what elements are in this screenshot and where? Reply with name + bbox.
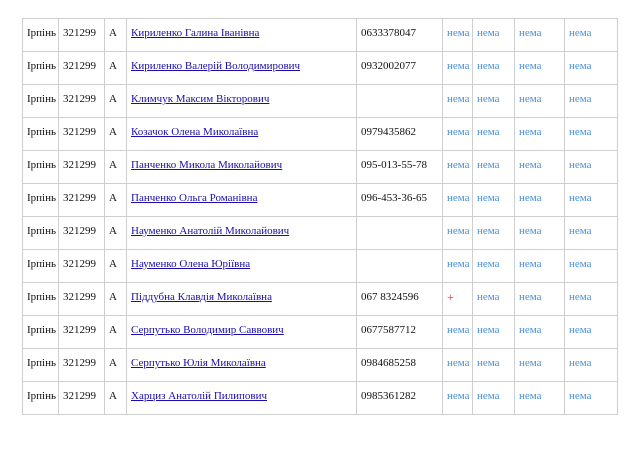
letter-cell (105, 349, 127, 382)
city-cell: Ірпінь (27, 291, 57, 303)
status-cell-2: нема (477, 192, 500, 204)
status-cell-4: нема (569, 126, 592, 138)
status-cell-2: нема (477, 225, 500, 237)
code-cell: 321299 (63, 258, 96, 270)
city-cell: Ірпінь (27, 192, 57, 204)
status-cell-2: нема (477, 93, 500, 105)
name-cell (127, 217, 357, 250)
status-cell-4 (565, 52, 618, 85)
status-cell-4 (565, 349, 618, 382)
name-cell (127, 316, 357, 349)
status-cell-2 (473, 19, 515, 52)
status-cell-4 (565, 382, 618, 415)
name-cell (127, 382, 357, 415)
phone-cell: 0932002077 (361, 60, 416, 72)
status-cell-3: нема (519, 324, 542, 336)
status-cell-3 (515, 19, 565, 52)
phone-cell: 0984685258 (361, 357, 416, 369)
status-cell-1 (443, 184, 473, 217)
status-cell-4 (565, 316, 618, 349)
code-cell (59, 118, 105, 151)
table-row (23, 19, 618, 52)
status-cell-1: нема (447, 192, 470, 204)
status-cell-1 (443, 382, 473, 415)
city-cell: Ірпінь (27, 93, 57, 105)
letter-cell: А (109, 324, 117, 336)
status-cell-4 (565, 184, 618, 217)
phone-cell (357, 316, 443, 349)
code-cell: 321299 (63, 324, 96, 336)
status-cell-1: нема (447, 159, 470, 171)
phone-cell (357, 19, 443, 52)
status-cell-4: нема (569, 192, 592, 204)
code-cell (59, 19, 105, 52)
status-cell-2 (473, 316, 515, 349)
table-row (23, 250, 618, 283)
status-cell-1: нема (447, 27, 470, 39)
name-cell (127, 184, 357, 217)
phone-cell: 0979435862 (361, 126, 416, 138)
status-cell-4 (565, 151, 618, 184)
status-cell-1: нема (447, 324, 470, 336)
status-cell-4: нема (569, 159, 592, 171)
name-cell (127, 151, 357, 184)
name-link[interactable]: Науменко Олена Юріївна (131, 258, 251, 270)
status-cell-1: нема (447, 93, 470, 105)
phone-cell: 0985361282 (361, 390, 416, 402)
letter-cell (105, 184, 127, 217)
status-cell-1: нема (447, 126, 470, 138)
letter-cell (105, 217, 127, 250)
city-cell: Ірпінь (27, 60, 57, 72)
code-cell (59, 349, 105, 382)
letter-cell: А (109, 225, 117, 237)
voter-table (22, 18, 618, 415)
table-row (23, 217, 618, 250)
phone-cell (357, 250, 443, 283)
status-cell-3 (515, 250, 565, 283)
status-cell-4 (565, 19, 618, 52)
phone-cell (357, 52, 443, 85)
letter-cell: А (109, 126, 117, 138)
status-cell-3: нема (519, 159, 542, 171)
name-cell (127, 250, 357, 283)
phone-cell (357, 382, 443, 415)
status-cell-3: нема (519, 258, 542, 270)
status-cell-2 (473, 52, 515, 85)
status-cell-3 (515, 316, 565, 349)
code-cell: 321299 (63, 93, 96, 105)
code-cell (59, 283, 105, 316)
city-cell: Ірпінь (27, 390, 57, 402)
name-link[interactable]: Климчук Максим Вікторович (131, 93, 270, 105)
name-link[interactable]: Серпутько Володимир Саввович (131, 324, 284, 336)
name-cell (127, 52, 357, 85)
status-cell-4: нема (569, 324, 592, 336)
status-cell-1 (443, 85, 473, 118)
city-cell (23, 151, 59, 184)
letter-cell (105, 85, 127, 118)
status-cell-1 (443, 151, 473, 184)
status-cell-4 (565, 250, 618, 283)
phone-cell (357, 349, 443, 382)
status-cell-2: нема (477, 291, 500, 303)
letter-cell: А (109, 159, 117, 171)
status-cell-3: нема (519, 192, 542, 204)
status-cell-2: нема (477, 27, 500, 39)
code-cell: 321299 (63, 60, 96, 72)
phone-cell (361, 250, 442, 258)
city-cell (23, 118, 59, 151)
city-cell: Ірпінь (27, 225, 57, 237)
status-cell-3 (515, 151, 565, 184)
status-cell-1 (443, 250, 473, 283)
table-row (23, 184, 618, 217)
letter-cell: А (109, 93, 117, 105)
status-cell-1 (443, 118, 473, 151)
letter-cell (105, 118, 127, 151)
status-cell-3 (515, 184, 565, 217)
city-cell (23, 250, 59, 283)
letter-cell (105, 283, 127, 316)
status-cell-3: нема (519, 60, 542, 72)
status-cell-1 (443, 217, 473, 250)
status-cell-1 (443, 19, 473, 52)
code-cell (59, 382, 105, 415)
table-body (23, 19, 618, 415)
code-cell: 321299 (63, 390, 96, 402)
letter-cell (105, 151, 127, 184)
phone-cell (361, 85, 442, 93)
status-cell-2 (473, 349, 515, 382)
phone-cell (357, 184, 443, 217)
city-cell: Ірпінь (27, 324, 57, 336)
letter-cell: А (109, 291, 117, 303)
name-cell (127, 85, 357, 118)
phone-cell (357, 85, 443, 118)
status-cell-2 (473, 250, 515, 283)
city-cell (23, 217, 59, 250)
code-cell (59, 85, 105, 118)
status-cell-4: нема (569, 390, 592, 402)
code-cell (59, 184, 105, 217)
status-cell-1: нема (447, 258, 470, 270)
phone-cell (357, 151, 443, 184)
status-cell-3 (515, 283, 565, 316)
name-cell (127, 19, 357, 52)
status-cell-2: нема (477, 324, 500, 336)
letter-cell (105, 316, 127, 349)
status-cell-2: нема (477, 159, 500, 171)
phone-cell (361, 217, 442, 225)
city-cell (23, 85, 59, 118)
name-link[interactable]: Серпутько Юлія Миколаївна (131, 357, 266, 369)
letter-cell (105, 382, 127, 415)
city-cell (23, 382, 59, 415)
table-row (23, 118, 618, 151)
status-cell-2 (473, 151, 515, 184)
table-row (23, 52, 618, 85)
city-cell (23, 52, 59, 85)
status-cell-2 (473, 217, 515, 250)
name-link[interactable]: Харциз Анатолій Пилипович (131, 390, 268, 402)
status-cell-2 (473, 382, 515, 415)
status-cell-4: нема (569, 60, 592, 72)
table-row (23, 85, 618, 118)
status-cell-4: нема (569, 225, 592, 237)
letter-cell (105, 52, 127, 85)
status-cell-2 (473, 118, 515, 151)
letter-cell (105, 250, 127, 283)
status-cell-2 (473, 184, 515, 217)
phone-cell (357, 283, 443, 316)
name-link[interactable]: Піддубна Клавдія Миколаївна (131, 291, 272, 303)
status-cell-3 (515, 382, 565, 415)
code-cell: 321299 (63, 27, 96, 39)
phone-cell: 067 8324596 (361, 291, 419, 303)
code-cell: 321299 (63, 291, 96, 303)
table-row (23, 316, 618, 349)
status-cell-3 (515, 85, 565, 118)
code-cell: 321299 (63, 225, 96, 237)
phone-cell: 0677587712 (361, 324, 416, 336)
letter-cell: А (109, 258, 117, 270)
city-cell: Ірпінь (27, 27, 57, 39)
code-cell (59, 250, 105, 283)
phone-cell (357, 118, 443, 151)
status-cell-2: нема (477, 126, 500, 138)
code-cell: 321299 (63, 357, 96, 369)
status-cell-3: нема (519, 93, 542, 105)
status-cell-1: нема (447, 225, 470, 237)
city-cell (23, 19, 59, 52)
city-cell (23, 184, 59, 217)
status-cell-1 (443, 52, 473, 85)
status-cell-3: нема (519, 357, 542, 369)
code-cell (59, 316, 105, 349)
status-cell-1: нема (447, 357, 470, 369)
status-cell-4: нема (569, 357, 592, 369)
status-cell-4 (565, 118, 618, 151)
name-cell (127, 283, 357, 316)
status-cell-3 (515, 217, 565, 250)
city-cell: Ірпінь (27, 126, 57, 138)
table-row (23, 151, 618, 184)
status-cell-2 (473, 283, 515, 316)
phone-cell: 095-013-55-78 (361, 159, 427, 171)
status-cell-4 (565, 283, 618, 316)
status-cell-4: нема (569, 291, 592, 303)
name-link[interactable]: Панченко Микола Миколайович (131, 159, 283, 171)
code-cell (59, 151, 105, 184)
status-cell-1: нема (447, 60, 470, 72)
table-row (23, 283, 618, 316)
status-cell-4: нема (569, 27, 592, 39)
code-cell (59, 217, 105, 250)
status-cell-2: нема (477, 258, 500, 270)
status-cell-2: нема (477, 60, 500, 72)
table-row (23, 382, 618, 415)
city-cell: Ірпінь (27, 357, 57, 369)
status-cell-3: нема (519, 27, 542, 39)
city-cell: Ірпінь (27, 258, 57, 270)
status-cell-3: нема (519, 390, 542, 402)
name-link[interactable]: Науменко Анатолій Миколайович (131, 225, 290, 237)
status-cell-4: нема (569, 93, 592, 105)
name-cell (127, 118, 357, 151)
status-cell-3: нема (519, 291, 542, 303)
city-cell (23, 349, 59, 382)
city-cell: Ірпінь (27, 159, 57, 171)
status-cell-2 (473, 85, 515, 118)
status-cell-1 (443, 283, 473, 316)
status-cell-3 (515, 349, 565, 382)
status-cell-3 (515, 52, 565, 85)
letter-cell (105, 19, 127, 52)
status-cell-4: нема (569, 258, 592, 270)
status-cell-1: + (447, 290, 454, 304)
phone-cell: 0633378047 (361, 27, 416, 39)
name-link[interactable]: Кириленко Валерій Володимирович (131, 60, 301, 72)
status-cell-3: нема (519, 225, 542, 237)
letter-cell: А (109, 60, 117, 72)
letter-cell: А (109, 192, 117, 204)
letter-cell: А (109, 390, 117, 402)
letter-cell: А (109, 357, 117, 369)
status-cell-1: нема (447, 390, 470, 402)
name-link[interactable]: Кириленко Галина Іванівна (131, 27, 260, 39)
name-link[interactable]: Козачок Олена Миколаївна (131, 126, 259, 138)
phone-cell (357, 217, 443, 250)
city-cell (23, 283, 59, 316)
status-cell-4 (565, 217, 618, 250)
city-cell (23, 316, 59, 349)
code-cell: 321299 (63, 126, 96, 138)
status-cell-4 (565, 85, 618, 118)
table-row (23, 349, 618, 382)
status-cell-1 (443, 316, 473, 349)
name-link[interactable]: Панченко Ольга Романівна (131, 192, 258, 204)
status-cell-3: нема (519, 126, 542, 138)
phone-cell: 096-453-36-65 (361, 192, 427, 204)
code-cell: 321299 (63, 159, 96, 171)
status-cell-3 (515, 118, 565, 151)
status-cell-2: нема (477, 390, 500, 402)
status-cell-1 (443, 349, 473, 382)
status-cell-2: нема (477, 357, 500, 369)
letter-cell: А (109, 27, 117, 39)
name-cell (127, 349, 357, 382)
code-cell (59, 52, 105, 85)
code-cell: 321299 (63, 192, 96, 204)
